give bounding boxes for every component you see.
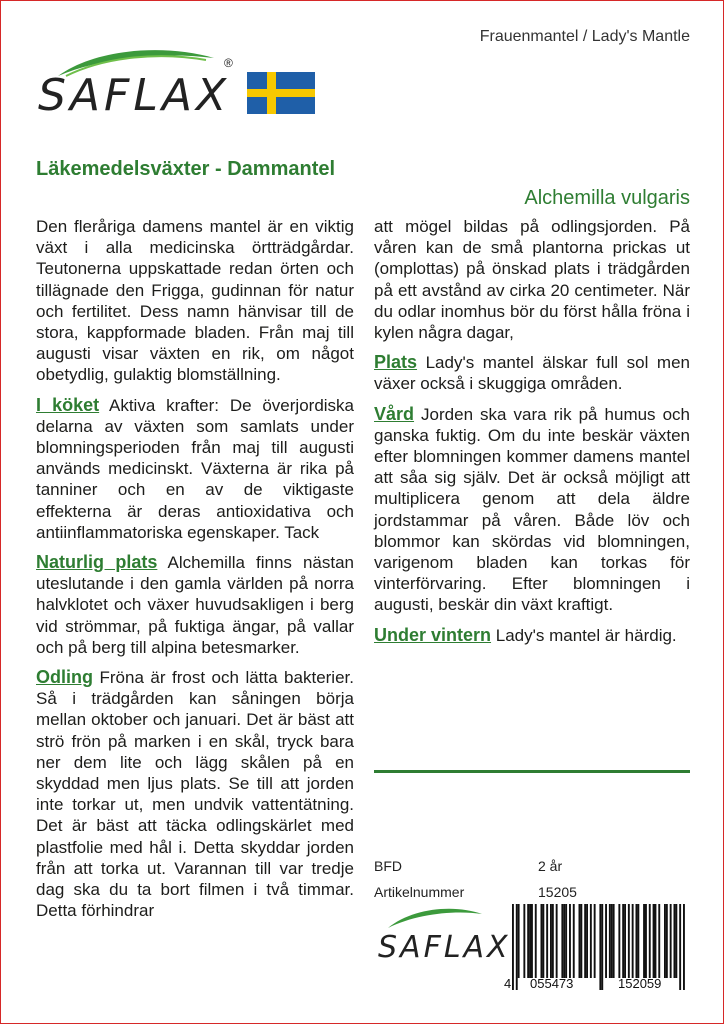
logo-wordmark: SAFLAX [38, 70, 231, 121]
growing-section [36, 667, 354, 921]
barcode-bar [594, 904, 596, 978]
barcode-bar [523, 904, 525, 978]
location-text: Lady's mantel älskar full sol men växer också i skuggiga områden. [374, 353, 690, 394]
habitat-text: Alchemilla finns nästan uteslutande i den gamla världen på norra halvklotet och växer huvudsakligen i berg vid strömmar, på fuktiga ängar, på vallar och på berg till alpina betesmarker. [36, 553, 355, 657]
barcode-bar [563, 904, 565, 978]
barcode-bar [601, 904, 603, 990]
footer-saflax-logo [374, 904, 511, 974]
barcode-bar [658, 904, 660, 978]
care-section [374, 404, 690, 616]
barcode-bar [611, 904, 613, 978]
barcode-bar [679, 904, 681, 990]
barcode-bar [618, 904, 620, 978]
kitchen-text: Aktiva krafter: De överjordiska delarna av växten som samlats under blomningsperioden från maj till augusti används medicinskt. Växterna är rika på tanniner och en av de viktigaste effekterna är deras antioxidativa och antiinflammatoriska egenskaper. Tack [36, 395, 355, 542]
barcode-bar [645, 904, 647, 978]
location-section [374, 352, 690, 394]
latin-name: Alchemilla vulgaris [524, 187, 690, 209]
bfd-label: BFD [374, 858, 402, 874]
barcode-bar [535, 904, 537, 978]
article-label: Artikelnummer [374, 884, 465, 900]
article-value: 15205 [538, 884, 577, 900]
barcode-bar [552, 904, 554, 978]
barcode-bar [556, 904, 558, 978]
barcode-bar [628, 904, 630, 978]
barcode-bar [569, 904, 571, 978]
barcode-bar [674, 904, 676, 978]
barcode-bar [609, 904, 611, 978]
barcode-bar [655, 904, 657, 978]
winter-text: Lady's mantel är härdig. [491, 625, 677, 645]
product-name: Frauenmantel / Lady's Mantle [479, 28, 690, 45]
intro-paragraph: Den fleråriga damens mantel är en viktig växt i alla medicinska örtträdgårdar. Teutonerna uppskattade redan örten och tillägnade den Frigga, gudinnan för natur och fertilitet. Dess namn hänvisar till de stora, kappformade bladen. Från maj till augusti visar växten en rik, om något obetydlig, gulaktig blomställning. [36, 217, 354, 385]
barcode-bar [518, 904, 520, 978]
barcode-digits-right: 152059 [618, 976, 662, 991]
footer-logo-wordmark: SAFLAX [378, 930, 511, 965]
barcode-digits-left: 055473 [530, 976, 574, 991]
barcode-bar [590, 904, 592, 978]
barcode-bar [541, 904, 543, 978]
barcode-bar [579, 904, 581, 978]
barcode-bar [573, 904, 575, 978]
barcode-bar [529, 904, 531, 978]
barcode-bar [664, 904, 666, 978]
winter-section [374, 625, 690, 646]
barcode-bar [675, 904, 677, 978]
footer-logo-swoosh-icon [374, 904, 494, 932]
barcode-bar [531, 904, 533, 978]
barcode-bar [683, 904, 685, 990]
barcode-bar [586, 904, 588, 978]
barcode-bar [550, 904, 552, 978]
page-title: Läkemedelsväxter - Dammantel [36, 158, 336, 180]
care-text: Jorden ska vara rik på humus och ganska fuktig. Om du inte beskär växten efter blomningen kommer damens mantel att såa sig själv. Det är också möjligt att multiplicera genom att dela äldre jordstammar på våren. Både löv och blommor kan skördas vid blomningen, varigenom bladen kan torkas för vinterförvaring. Efter blomningen i augusti, beskär din växt kraftigt. [374, 404, 690, 615]
barcode-bar [527, 904, 529, 978]
location-heading: Plats [374, 352, 418, 373]
winter-heading: Under vintern [374, 624, 492, 645]
barcode-bar [637, 904, 639, 978]
saflax-logo [36, 42, 246, 122]
care-heading: Vård [374, 403, 415, 424]
bfd-value: 2 år [538, 858, 563, 874]
barcode-bar [512, 904, 514, 990]
section-divider [374, 770, 690, 773]
barcode-bar [599, 904, 601, 990]
barcode-bar [666, 904, 668, 978]
barcode-bar [561, 904, 563, 978]
barcode-bar [580, 904, 582, 978]
barcode-bar [622, 904, 624, 978]
sweden-flag-icon [247, 72, 315, 114]
barcode-bar [649, 904, 651, 978]
kitchen-heading: I köket [36, 394, 100, 415]
habitat-heading: Naturlig plats [36, 552, 158, 573]
habitat-section [36, 552, 354, 658]
barcode-bar [584, 904, 586, 978]
left-column [36, 216, 354, 931]
barcode-bar [636, 904, 638, 978]
kitchen-section [36, 395, 354, 543]
registered-mark: ® [224, 56, 233, 70]
right-column [374, 216, 690, 655]
growing-continued: att mögel bildas på odlingsjorden. På våren kan de små plantorna prickas ut (omplottas) på önskad plats i trädgården på ett avstånd av cirka 20 centimeter. När du odlar inomhus bör du först hålla fröna i kylen några dagar, [374, 217, 690, 343]
growing-heading: Odling [36, 667, 93, 688]
barcode-bar [613, 904, 615, 978]
barcode-bar [546, 904, 548, 978]
barcode-bar [670, 904, 672, 978]
barcode-bar [516, 904, 518, 990]
barcode-bar [653, 904, 655, 978]
barcode-bar [624, 904, 626, 978]
barcode-bar [605, 904, 607, 978]
barcode-bar [565, 904, 567, 978]
barcode-bar [643, 904, 645, 978]
barcode-bar [542, 904, 544, 978]
growing-text: Fröna är frost och lätta bakterier. Så i trädgården kan såningen börja mellan oktober och januari. Det är bäst att strö frön på marken i en skål, tryck bara ner dem lite och lägg skålen på en skyddad men ljus plats. Se till att jorden inte torkar ut, men undvik vattentätning. Det är bäst att täcka odlingskärlet med plastfolie med hål i. Detta skyddar jorden från att torka ut. Varannan till var tredje dag ska du ta bort filmen i två timmar. Detta förhindrar [36, 668, 354, 921]
barcode-bar [632, 904, 634, 978]
barcode-digit-first: 4 [504, 976, 512, 991]
